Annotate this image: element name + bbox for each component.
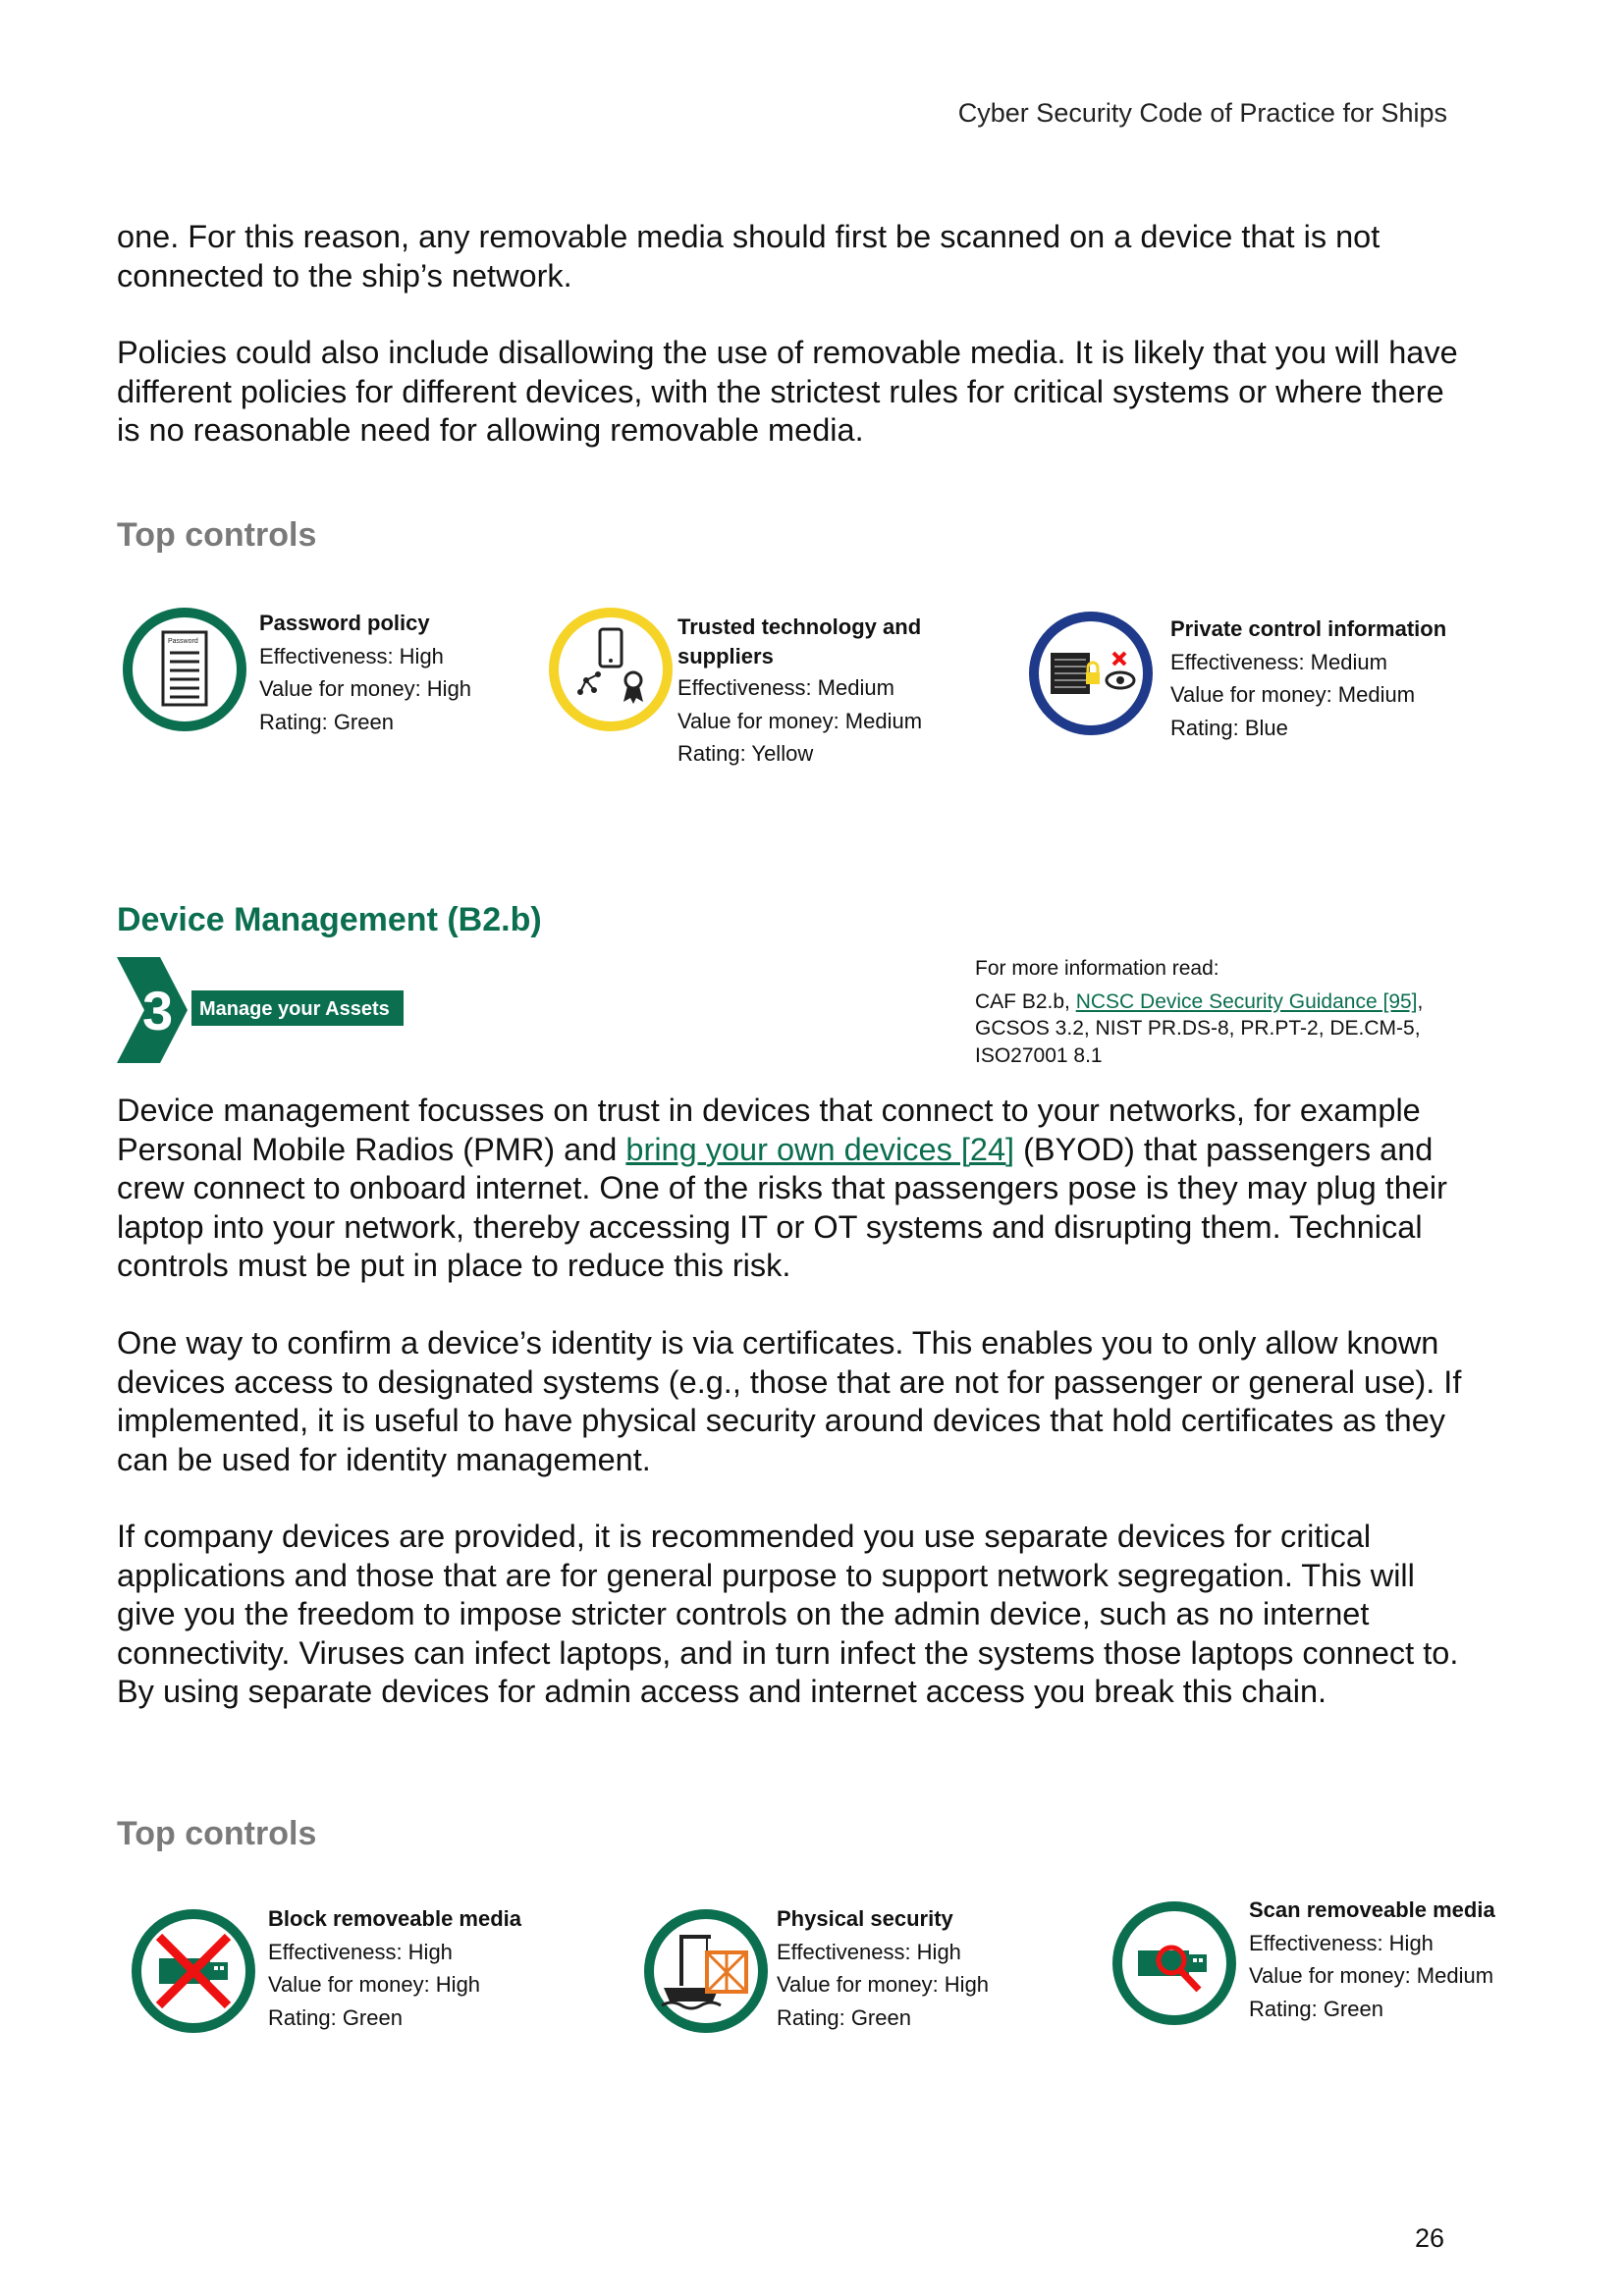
- control-effectiveness: Effectiveness: High: [1249, 1930, 1434, 1955]
- control-rating: Rating: Blue: [1170, 715, 1288, 740]
- control-rating: Rating: Green: [777, 2004, 911, 2030]
- control-value: Value for money: Medium: [1170, 682, 1416, 707]
- control-rating: Rating: Yellow: [677, 741, 814, 766]
- device-management-heading: Device Management (B2.b): [117, 901, 542, 938]
- more-info-rest: , GCSOS 3.2, NIST PR.DS-8, PR.PT-2, DE.CM-5, ISO27001 8.1: [975, 989, 1424, 1067]
- more-info-prefix: CAF B2.b,: [975, 989, 1076, 1013]
- device-management-paragraph-2: One way to confirm a device’s identity is via certificates. This enables you to only allow known devices access to designated systems (e.g., those that are not for passenger or general use). If implemented, it is useful to have physical security around devices that hold certificates as they can be used for identity management.: [117, 1325, 1462, 1477]
- password-icon-label: Password: [168, 638, 198, 645]
- badge-number: 3: [142, 980, 174, 1041]
- control-title: Password policy: [259, 611, 430, 635]
- control-trusted-technology: [677, 613, 972, 771]
- control-effectiveness: Effectiveness: High: [268, 1939, 453, 1964]
- control-block-removeable-media: [268, 1902, 521, 2034]
- top-controls-heading-1: Top controls: [117, 516, 317, 554]
- control-effectiveness: Effectiveness: Medium: [1170, 649, 1387, 674]
- block-usb-icon: [130, 1907, 257, 2035]
- control-value: Value for money: Medium: [1249, 1963, 1494, 1988]
- control-value: Value for money: High: [259, 676, 472, 701]
- document-header: Cyber Security Code of Practice for Ships: [957, 98, 1447, 128]
- control-private-information: [1170, 613, 1446, 744]
- control-rating: Rating: Green: [268, 2004, 403, 2030]
- badge-label: Manage your Assets: [199, 998, 390, 1020]
- control-effectiveness: Effectiveness: High: [259, 643, 444, 668]
- scan-usb-icon: [1110, 1899, 1238, 2027]
- more-information-box: [975, 955, 1486, 1069]
- control-rating: Rating: Green: [1249, 1996, 1383, 2021]
- private-information-icon: [1027, 610, 1155, 737]
- intro-paragraph-2: Policies could also include disallowing the use of removable media. It is likely that you will have different policies for different devices, with the strictest rules for critical systems or where there is no reasonable need for allowing removable media.: [117, 335, 1458, 448]
- control-title: Trusted technology and suppliers: [677, 614, 922, 668]
- intro-paragraph-1: one. For this reason, any removable media should first be scanned on a device that is not connected to the ship’s network.: [117, 219, 1380, 294]
- device-management-paragraph-3: If company devices are provided, it is recommended you use separate devices for critical applications and those that are for general purpose to support network segregation. This will give you the freedom to impose stricter controls on the admin device, such as no internet connectivity. Viruses can infect laptops, and in turn infect the systems those laptops connect to. By using separate devices for admin access and internet access you break this chain.: [117, 1519, 1459, 1709]
- page-number: 26: [1414, 2223, 1444, 2253]
- paragraph-text: (BYOD) that passengers and crew connect to onboard internet. One of the risks that passengers pose is they may plug their laptop into your network, thereby accessing IT or OT systems and disrupting them. Technical controls must be put in place to reduce this risk.: [117, 1131, 1447, 1283]
- control-physical-security: [777, 1902, 989, 2034]
- trusted-technology-icon: [547, 606, 675, 733]
- top-controls-heading-2: Top controls: [117, 1815, 317, 1852]
- manage-assets-badge: [117, 957, 407, 1063]
- control-password-policy: [259, 607, 471, 738]
- control-title: Scan removeable media: [1249, 1897, 1495, 1922]
- physical-security-icon: [642, 1907, 770, 2035]
- control-title: Block removeable media: [268, 1906, 522, 1931]
- ncsc-device-security-link[interactable]: NCSC Device Security Guidance [95]: [1075, 989, 1418, 1013]
- control-title: Private control information: [1170, 616, 1447, 641]
- control-value: Value for money: High: [268, 1972, 481, 1997]
- control-rating: Rating: Green: [259, 709, 394, 734]
- byod-link[interactable]: bring your own devices [24]: [625, 1131, 1015, 1167]
- paragraph-text: Device management focusses on trust in devices that connect to your networks, for example Personal Mobile Radios (PMR) and: [117, 1093, 1421, 1167]
- control-value: Value for money: Medium: [677, 708, 923, 733]
- control-effectiveness: Effectiveness: High: [777, 1939, 961, 1964]
- more-info-lead: For more information read:: [975, 957, 1219, 980]
- control-effectiveness: Effectiveness: Medium: [677, 675, 894, 700]
- control-title: Physical security: [777, 1906, 953, 1931]
- control-scan-removeable-media: [1249, 1894, 1495, 2025]
- password-document-icon: [121, 606, 248, 733]
- device-management-paragraph-1: [117, 1092, 1472, 1286]
- control-value: Value for money: High: [777, 1972, 990, 1997]
